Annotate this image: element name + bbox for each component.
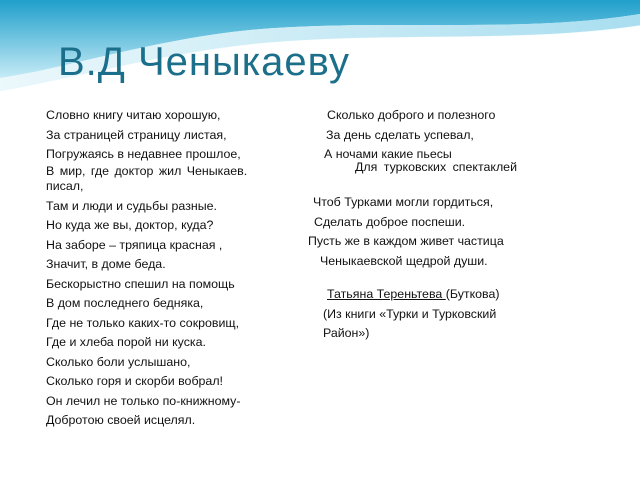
poem-line: В дом последнего бедняка, [46,296,204,310]
poem-line-wrap: писал, [46,178,84,193]
poem-line-right: За день сделать успевал, [326,127,474,142]
poem-line: Он лечил не только по-книжному- [46,393,241,408]
poem-line-right: Для турковских спектаклей [355,160,517,174]
source-line: Район») [323,326,370,340]
poem-line: В мир, где доктор жил Ченыкаев. [46,163,248,178]
source-line: (Из книги «Турки и Турковский [323,306,497,321]
poem-line: Погружаясь в недавнее прошлое, [46,147,241,161]
author-name: Татьяна Тереньтева [327,287,446,301]
poem-line: Значит, в доме беда. [46,257,166,271]
poem-line: Там и люди и судьбы разные. [46,198,217,213]
author-maiden-name: (Буткова) [445,287,500,301]
poem-line: Словно книгу читаю хорошую, [46,108,221,122]
poem-line-right: Пусть же в каждом живет частица [308,234,504,248]
poem-line: Но куда же вы, доктор, куда? [46,218,214,232]
poem-line-right: А ночами какие пьесы [324,147,452,161]
poem-line: Сколько горя и скорби вобрал! [46,374,223,388]
slide-title: В.Д Ченыкаеву [58,40,350,84]
poem-line: За страницей страницу листая, [46,127,227,142]
author-credit [327,285,500,305]
poem-line-right: Сколько доброго и полезного [327,108,496,122]
poem-line: Бескорыстно спешил на помощь [46,276,235,291]
poem-line: Добротою своей исцелял. [46,413,196,427]
poem-line-right: Сделать доброе поспеши. [314,214,466,229]
poem-line: Сколько боли услышано, [46,354,191,369]
poem-line: На заборе – тряпица красная , [46,237,223,252]
poem-line: Где и хлеба порой ни куска. [46,335,206,349]
poem-line-right: Ченыкаевской щедрой души. [320,253,488,268]
poem-line-right: Чтоб Турками могли гордиться, [313,195,494,209]
poem-line: Где не только каких-то сокровищ, [46,315,240,330]
poem-left-column [46,106,356,431]
